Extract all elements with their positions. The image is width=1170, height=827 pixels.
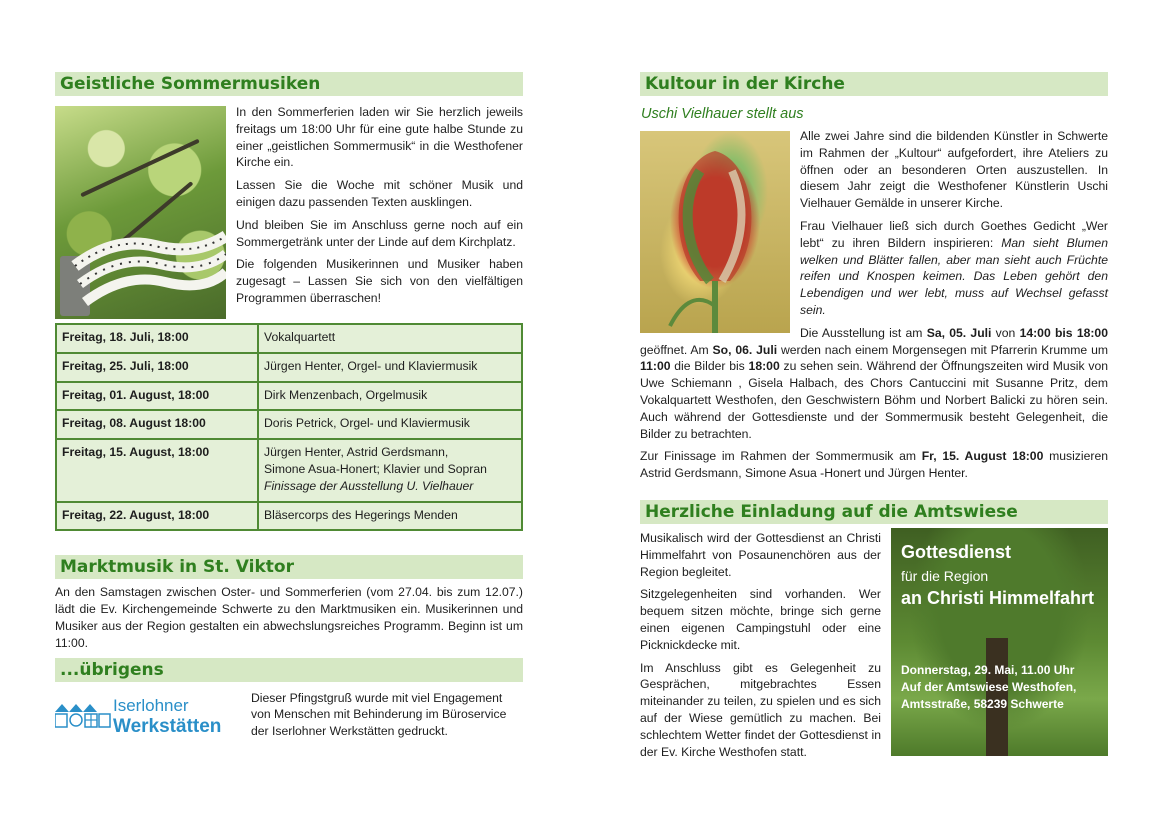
poster-line6: Amtsstraße, 58239 Schwerte — [901, 696, 1064, 711]
kultour-text-3 — [640, 325, 1108, 443]
schedule-day: Freitag, 22. August, 18:00 — [56, 502, 258, 531]
text-span: werden nach einem Morgensegen mit Pfarrerin Krumme um — [777, 342, 1108, 357]
kultour-text-4 — [640, 448, 1108, 482]
kultour-text-2a: Frau Vielhauer ließ sich durch Goethes Gedicht „Wer lebt“ zu ihren Bildern inspirieren: — [800, 218, 1108, 250]
schedule-day: Freitag, 15. August, 18:00 — [56, 439, 258, 501]
text-span: musizieren Astrid Gerdsmann, Simone Asua -Honert und Jürgen Henter. — [640, 449, 1109, 481]
logo-line1: Iserlohner — [113, 695, 189, 715]
iserlohner-werkstaetten-logo — [55, 692, 245, 742]
schedule-act: Doris Petrick, Orgel- und Klaviermusik — [258, 410, 522, 439]
heading-marktmusik: Marktmusik in St. Viktor — [55, 555, 523, 579]
finissage-date: Fr, 15. August 18:00 — [921, 449, 1044, 464]
heading-sommermusiken: Geistliche Sommermusiken — [55, 72, 523, 96]
logo-line2: Werkstätten — [113, 715, 222, 737]
poster-line1: Gottesdienst — [901, 541, 1012, 562]
heading-amtswiese: Herzliche Einladung auf die Amtswiese — [640, 500, 1108, 524]
schedule-day: Freitag, 18. Juli, 18:00 — [56, 324, 258, 353]
table-row — [56, 353, 522, 382]
schedule-act: Bläsercorps des Hegerings Menden — [258, 502, 522, 531]
table-row — [56, 439, 522, 501]
kultour-subtitle: Uschi Vielhauer stellt aus — [641, 106, 804, 122]
time-end: 18:00 — [748, 359, 780, 374]
schedule-act-line2: Simone Asua-Honert; Klavier und Sopran — [264, 461, 487, 476]
amtswiese-text-2: Sitzgelegenheiten sind vorhanden. Wer bequem sitzen möchte, bringe sich gerne einen eigenen Campingstuhl oder eine Picknickdecke mit. — [640, 587, 881, 652]
amtswiese-text-1: Musikalisch wird der Gottesdienst an Christi Himmelfahrt von Posaunenchören aus der Region begleitet. — [640, 530, 881, 579]
gottesdienst-poster — [891, 528, 1108, 756]
sommer-intro: In den Sommerferien laden wir Sie herzlich jeweils freitags um 18:00 Uhr für eine gute halbe Stunde zu einer „geistlichen Sommermusik“ in die Westhofener Kirche ein. — [236, 105, 523, 170]
schedule-act-line1: Jürgen Henter, Astrid Gerdsmann, — [264, 445, 449, 460]
schedule-act: Dirk Menzenbach, Orgelmusik — [258, 382, 522, 411]
heading-uebrigens: ...übrigens — [55, 658, 523, 682]
sommer-text-3: Und bleiben Sie im Anschluss gerne noch auf ein Sommergetränk unter der Linde auf dem Kirchplatz. — [236, 217, 523, 249]
tree-photo — [55, 106, 226, 319]
poster-line3: an Christi Himmelfahrt — [901, 587, 1095, 608]
schedule-act — [258, 439, 522, 501]
text-span: die Bilder bis — [670, 359, 749, 374]
table-row — [56, 324, 522, 353]
text-span: Zur Finissage im Rahmen der Sommermusik am — [640, 449, 922, 464]
time-start: 11:00 — [640, 359, 671, 374]
schedule-act: Jürgen Henter, Orgel- und Klaviermusik — [258, 353, 522, 382]
sommer-text-4: Die folgenden Musikerinnen und Musiker haben zugesagt – Lassen Sie sich von den vielfältigen Programmen überraschen! — [236, 257, 523, 305]
poster-details — [901, 662, 1076, 713]
text-span: von — [991, 325, 1020, 340]
heading-kultour: Kultour in der Kirche — [640, 72, 1108, 96]
kultour-text-1: Alle zwei Jahre sind die bildenden Künstler in Schwerte im Rahmen der „Kultour“ aufgefordert, ihre Ateliers zu öffnen oder an besonderen Orten auszustellen. In diesem Jahr zeigt die Westhofener Künstlerin Uschi Vielhauer Gemälde in unserer Kirche. — [800, 129, 1108, 211]
schedule-day: Freitag, 01. August, 18:00 — [56, 382, 258, 411]
schedule-table — [55, 323, 523, 531]
poster-line2: für die Region — [901, 567, 989, 584]
marktmusik-text: An den Samstagen zwischen Oster- und Sommerferien (vom 27.04. bis zum 12.07.) lädt die Ev. Kirchengemeinde Schwerte zu den Marktmusiken ein. Musikerinnen und Musiker aus der Region gestalten ein abwechslungsreiches Programm. Beginn ist um 11:00. — [55, 585, 523, 650]
uebrigens-text: Dieser Pfingstgruß wurde mit viel Engagement von Menschen mit Behinderung im Büroservice der Iserlohner Werkstätten gedruckt. — [251, 690, 507, 739]
schedule-day: Freitag, 25. Juli, 18:00 — [56, 353, 258, 382]
poster-line5: Auf der Amtswiese Westhofen, — [901, 679, 1077, 694]
schedule-note: Finissage der Ausstellung U. Vielhauer — [264, 478, 474, 493]
poster-line4: Donnerstag, 29. Mai, 11.00 Uhr — [901, 662, 1075, 677]
text-span: geöffnet. Am — [640, 342, 713, 357]
schedule-day: Freitag, 08. August 18:00 — [56, 410, 258, 439]
text-span: Die Ausstellung ist am — [800, 325, 927, 340]
time-range: 14:00 bis 18:00 — [1019, 325, 1108, 340]
text-span: zu sehen sein. Während der Öffnungszeiten wird Musik von Uwe Schiemann , Gisela Halbach, des Chors Cantuccini mit Susanne Pritz, dem Vokalquartett Westhofen, den Geschwistern Böhm und Norbert Balicki zu hören sein. Auch während der Gottesdienste und der Sommermusik besteht Gelegenheit, die Bilder zu betrachten. — [640, 359, 1109, 441]
date-sa: Sa, 05. Juli — [926, 325, 992, 340]
date-so: So, 06. Juli — [712, 342, 778, 357]
goethe-quote: Man sieht Blumen welken und Blätter fallen, aber man sieht auch Früchte reifen und Knospen keimen. Das Leben gehört den Lebendigen und wer lebt, muss auf Wechsel gefasst sein. — [800, 235, 1108, 317]
right-column — [640, 72, 1108, 766]
left-column — [55, 72, 523, 746]
sommer-text-2: Lassen Sie die Woche mit schöner Musik und einigen dazu passenden Texten ausklingen. — [236, 178, 523, 209]
table-row — [56, 502, 522, 531]
table-row — [56, 410, 522, 439]
tulip-painting — [640, 131, 790, 333]
amtswiese-text-3: Im Anschluss gibt es Gelegenheit zu Gesprächen, mitgebrachtes Essen miteinander zu teilen, zu spielen und es sich auf der Wiese gemütlich zu machen. Bei schlechtem Wetter findet der Gottesdienst in der Ev. Kirche Westhofen statt. — [640, 660, 881, 759]
schedule-act: Vokalquartett — [258, 324, 522, 353]
table-row — [56, 382, 522, 411]
